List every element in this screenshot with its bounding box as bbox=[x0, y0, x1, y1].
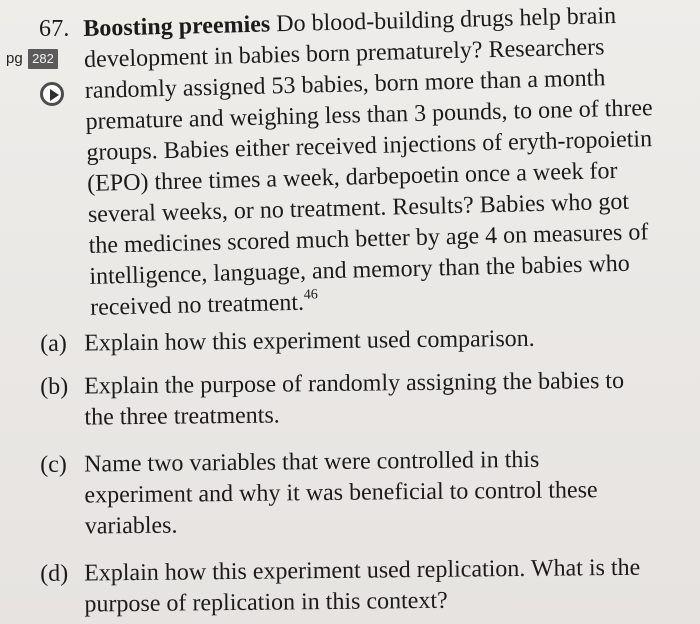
footnote-ref: 46 bbox=[303, 287, 319, 303]
part-b bbox=[40, 366, 651, 434]
problem-stem bbox=[83, 0, 660, 324]
part-letter: (b) bbox=[40, 373, 69, 400]
page-ref-prefix: pg bbox=[6, 50, 23, 67]
play-triangle-icon bbox=[50, 89, 59, 101]
page-ref-badge[interactable]: 282 bbox=[28, 49, 58, 69]
part-letter: (a) bbox=[40, 330, 67, 357]
part-text: Explain how this experiment used replication. What is the purpose of replication in this context? bbox=[84, 554, 641, 618]
part-letter: (c) bbox=[40, 451, 67, 478]
problem-body: Do blood-building drugs help brain development in babies born prematurely? Researchers randomly assigned 53 babies, born more than a month premature and weighing less than 3 pounds, to one of three groups. Babies either received injections of eryth-ropoietin (EPO) three times a week, darbepoetin once a week for several weeks, or no treatment. Results? Babies who got the medicines scored much better by age 4 on measures of intelligence, language, and memory than the babies who received no treatment. bbox=[83, 2, 653, 321]
part-letter: (d) bbox=[40, 560, 69, 587]
part-text: Explain how this experiment used comparison. bbox=[84, 325, 535, 357]
part-text: Name two variables that were controlled in this experiment and why it was beneficial to control these variables. bbox=[84, 446, 598, 540]
part-d bbox=[40, 553, 651, 621]
part-a bbox=[40, 323, 650, 360]
part-text: Explain the purpose of randomly assigning the babies to the three treatments. bbox=[84, 367, 625, 431]
part-c bbox=[40, 444, 651, 543]
play-circle-icon[interactable] bbox=[40, 82, 64, 106]
problem-number: 67. bbox=[39, 16, 70, 42]
problem-title: Boosting preemies bbox=[83, 11, 271, 42]
